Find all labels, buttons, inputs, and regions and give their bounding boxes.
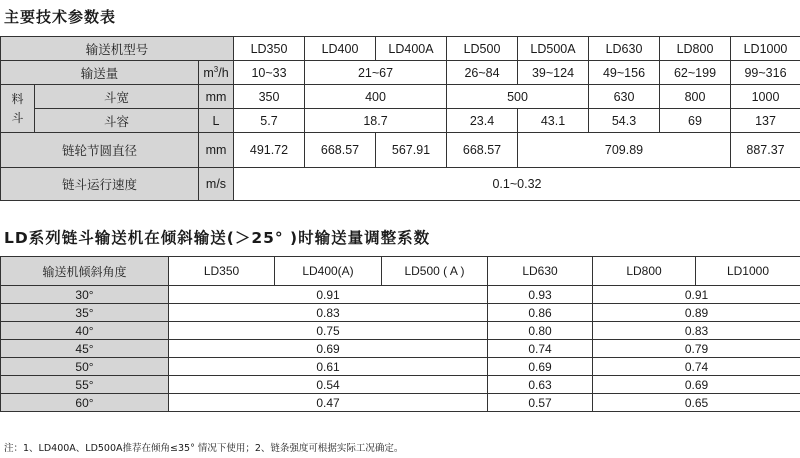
width-unit: mm [199,85,234,109]
angle-cell: 50° [1,358,169,376]
speed-unit: m/s [199,168,234,201]
adjust-model-cell: LD1000 [696,257,800,286]
model-cell: LD500A [518,37,589,61]
volume-label: 斗容 [35,109,199,133]
adjust-model-cell: LD400(A) [275,257,382,286]
pitch-cell: 887.37 [731,133,800,168]
coef-cell: 0.69 [593,376,800,394]
model-cell: LD400A [376,37,447,61]
capacity-cell: 99~316 [731,61,800,85]
pitch-cell: 668.57 [305,133,376,168]
volume-cell: 137 [731,109,800,133]
adjust-table [0,256,800,412]
bucket-group-label: 料 斗 [1,85,35,133]
model-cell: LD500 [447,37,518,61]
angle-cell: 35° [1,304,169,322]
volume-cell: 18.7 [305,109,447,133]
pitch-cell: 709.89 [518,133,731,168]
coef-cell: 0.74 [593,358,800,376]
capacity-label: 输送量 [1,61,199,85]
spec-table [0,36,800,201]
width-cell: 500 [447,85,589,109]
angle-cell: 45° [1,340,169,358]
coef-cell: 0.91 [169,286,488,304]
volume-cell: 5.7 [234,109,305,133]
coef-cell: 0.89 [593,304,800,322]
coef-cell: 0.69 [488,358,593,376]
adjust-row [1,394,800,412]
coef-cell: 0.61 [169,358,488,376]
adjust-model-cell: LD500 ( A ) [382,257,488,286]
model-cell: LD1000 [731,37,800,61]
adjust-model-cell: LD630 [488,257,593,286]
speed-cell: 0.1~0.32 [234,168,800,201]
volume-cell: 23.4 [447,109,518,133]
model-cell: LD800 [660,37,731,61]
angle-cell: 60° [1,394,169,412]
coef-cell: 0.83 [593,322,800,340]
width-cell: 800 [660,85,731,109]
capacity-cell: 26~84 [447,61,518,85]
angle-cell: 40° [1,322,169,340]
width-cell: 1000 [731,85,800,109]
pitch-unit: mm [199,133,234,168]
coef-cell: 0.79 [593,340,800,358]
volume-cell: 69 [660,109,731,133]
coef-cell: 0.91 [593,286,800,304]
width-label: 斗宽 [35,85,199,109]
width-cell: 350 [234,85,305,109]
spec-row-model [1,37,800,61]
coef-cell: 0.74 [488,340,593,358]
angle-label: 输送机倾斜角度 [1,257,169,286]
speed-label: 链斗运行速度 [1,168,199,201]
capacity-cell: 21~67 [305,61,447,85]
spec-row-pitch [1,133,800,168]
angle-cell: 55° [1,376,169,394]
coef-cell: 0.63 [488,376,593,394]
capacity-cell: 39~124 [518,61,589,85]
spec-row-width [1,85,800,109]
volume-unit: L [199,109,234,133]
adjust-table-title: LD系列链斗输送机在倾斜输送(＞25° )时输送量调整系数 [4,229,431,247]
model-label: 输送机型号 [1,37,234,61]
adjust-row [1,340,800,358]
spec-table-title: 主要技术参数表 [4,8,117,26]
adjust-model-cell: LD350 [169,257,275,286]
adjust-model-cell: LD800 [593,257,696,286]
coef-cell: 0.54 [169,376,488,394]
pitch-label: 链轮节圆直径 [1,133,199,168]
adjust-row [1,376,800,394]
volume-cell: 43.1 [518,109,589,133]
coef-cell: 0.93 [488,286,593,304]
adjust-row [1,304,800,322]
pitch-cell: 567.91 [376,133,447,168]
adjust-row [1,358,800,376]
adjust-row [1,322,800,340]
model-cell: LD630 [589,37,660,61]
coef-cell: 0.69 [169,340,488,358]
capacity-cell: 10~33 [234,61,305,85]
coef-cell: 0.57 [488,394,593,412]
spec-row-volume [1,109,800,133]
coef-cell: 0.86 [488,304,593,322]
capacity-cell: 49~156 [589,61,660,85]
adjust-header-row [1,257,800,286]
volume-cell: 54.3 [589,109,660,133]
capacity-cell: 62~199 [660,61,731,85]
model-cell: LD350 [234,37,305,61]
width-cell: 630 [589,85,660,109]
spec-row-capacity [1,61,800,85]
coef-cell: 0.65 [593,394,800,412]
coef-cell: 0.83 [169,304,488,322]
footnote: 注：1、LD400A、LD500A推荐在倾角≤35° 情况下使用；2、链条强度可根据实际工况确定。 [4,443,404,454]
angle-cell: 30° [1,286,169,304]
coef-cell: 0.47 [169,394,488,412]
coef-cell: 0.75 [169,322,488,340]
pitch-cell: 668.57 [447,133,518,168]
spec-row-speed [1,168,800,201]
adjust-row [1,286,800,304]
model-cell: LD400 [305,37,376,61]
coef-cell: 0.80 [488,322,593,340]
capacity-unit: $m^3/h$ [199,61,234,85]
width-cell: 400 [305,85,447,109]
pitch-cell: 491.72 [234,133,305,168]
